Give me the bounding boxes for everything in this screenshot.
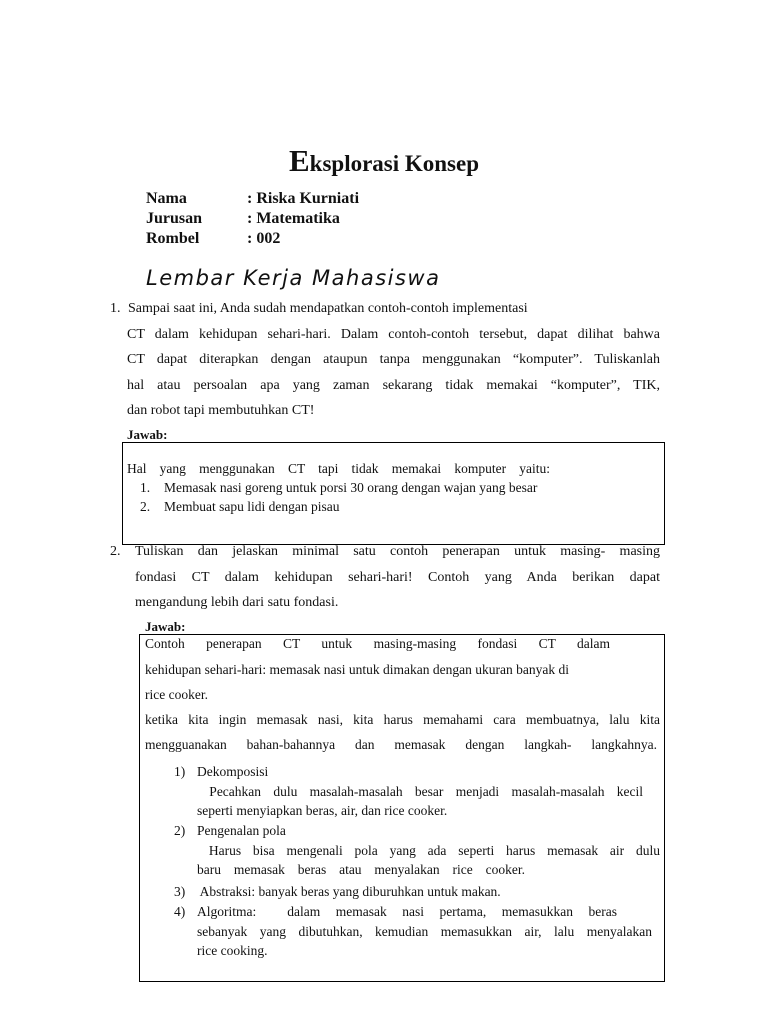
q2-item-1-num: 1) <box>174 764 186 779</box>
q2-item-1-desc-1: Pecahkan dulu masalah-masalah besar menjadi masalah-masalah kecil <box>197 784 643 799</box>
worksheet-heading: Lembar Kerja Mahasiswa <box>146 266 441 290</box>
q2-answer-line-3: rice cooker. <box>145 687 208 702</box>
nama-value: : Riska Kurniati <box>247 190 360 207</box>
title-first-letter: E <box>288 143 310 178</box>
q2-item-2-title: Pengenalan pola <box>197 823 286 838</box>
q2-answer-line-2: kehidupan sehari-hari: memasak nasi untuk dimakan dengan ukuran banyak di <box>145 662 569 677</box>
q1-line-5: dan robot tapi membutuhkan CT! <box>127 403 315 418</box>
q1-answer-intro: Hal yang menggunakan CT tapi tidak memakai komputer yaitu: <box>127 461 550 476</box>
q2-item-4-title: Algoritma: dalam memasak nasi pertama, memasukkan beras <box>197 904 617 919</box>
q2-item-3-title: Abstraksi: banyak beras yang diburuhkan untuk makan. <box>197 884 501 899</box>
q2-item-3-num: 3) <box>174 884 186 899</box>
q2-answer-line-4: ketika kita ingin memasak nasi, kita harus memahami cara membuatnya, lalu kita <box>145 712 660 727</box>
q1-item-2-num: 2. <box>140 499 151 514</box>
q2-item-4-desc-2: rice cooking. <box>197 943 268 958</box>
q2-item-2-desc-2: baru memasak beras atau menyalakan rice cooker. <box>197 862 525 877</box>
info-row-jurusan <box>146 210 340 228</box>
q2-jawab-label: Jawab: <box>145 619 186 634</box>
rombel-value: : 002 <box>247 230 281 247</box>
q1-item-2-text: Membuat sapu lidi dengan pisau <box>164 499 340 514</box>
jurusan-value: : Matematika <box>247 210 340 227</box>
q1-line-2: CT dalam kehidupan sehari-hari. Dalam contoh-contoh tersebut, dapat dilihat bahwa <box>127 327 660 342</box>
q2-item-1-title: Dekomposisi <box>197 764 269 779</box>
q2-answer-line-5: mengguanakan bahan-bahannya dan memasak dengan langkah- langkahnya. <box>145 737 657 752</box>
q1-line-1: Sampai saat ini, Anda sudah mendapatkan contoh-contoh implementasi <box>128 301 528 316</box>
info-row-nama <box>146 190 359 208</box>
info-row-rombel <box>146 230 280 248</box>
q2-number: 2. <box>110 544 121 559</box>
q1-jawab-label: Jawab: <box>127 427 168 442</box>
q1-line-4: hal atau persoalan apa yang zaman sekarang tidak memakai “komputer”, TIK, <box>127 378 660 393</box>
q2-item-4-num: 4) <box>174 904 186 919</box>
q1-item-1-num: 1. <box>140 480 151 495</box>
q1-item-1-text: Memasak nasi goreng untuk porsi 30 orang dengan wajan yang besar <box>164 480 538 495</box>
nama-label: Nama <box>146 190 187 207</box>
q2-item-1-desc-2: seperti menyiapkan beras, air, dan rice cooker. <box>197 803 448 818</box>
q2-item-2-num: 2) <box>174 823 186 838</box>
rombel-label: Rombel <box>146 230 200 247</box>
q1-line-3: CT dapat diterapkan dengan ataupun tanpa menggunakan “komputer”. Tuliskanlah <box>127 352 660 367</box>
title-rest: ksplorasi Konsep <box>309 151 480 176</box>
q2-answer-line-1: Contoh penerapan CT untuk masing-masing fondasi CT dalam <box>145 636 610 651</box>
q2-line-2: fondasi CT dalam kehidupan sehari-hari! Contoh yang Anda berikan dapat <box>135 570 660 585</box>
q2-item-4-desc-1: sebanyak yang dibutuhkan, kemudian memasukkan air, lalu menyalakan <box>197 924 652 939</box>
page-title <box>0 143 768 179</box>
q2-line-3: mengandung lebih dari satu fondasi. <box>135 595 339 610</box>
q2-item-2-desc-1: Harus bisa mengenali pola yang ada seperti harus memasak air dulu <box>197 843 660 858</box>
q2-line-1: Tuliskan dan jelaskan minimal satu contoh penerapan untuk masing- masing <box>135 544 660 559</box>
jurusan-label: Jurusan <box>146 210 203 227</box>
q1-number: 1. <box>110 301 121 316</box>
